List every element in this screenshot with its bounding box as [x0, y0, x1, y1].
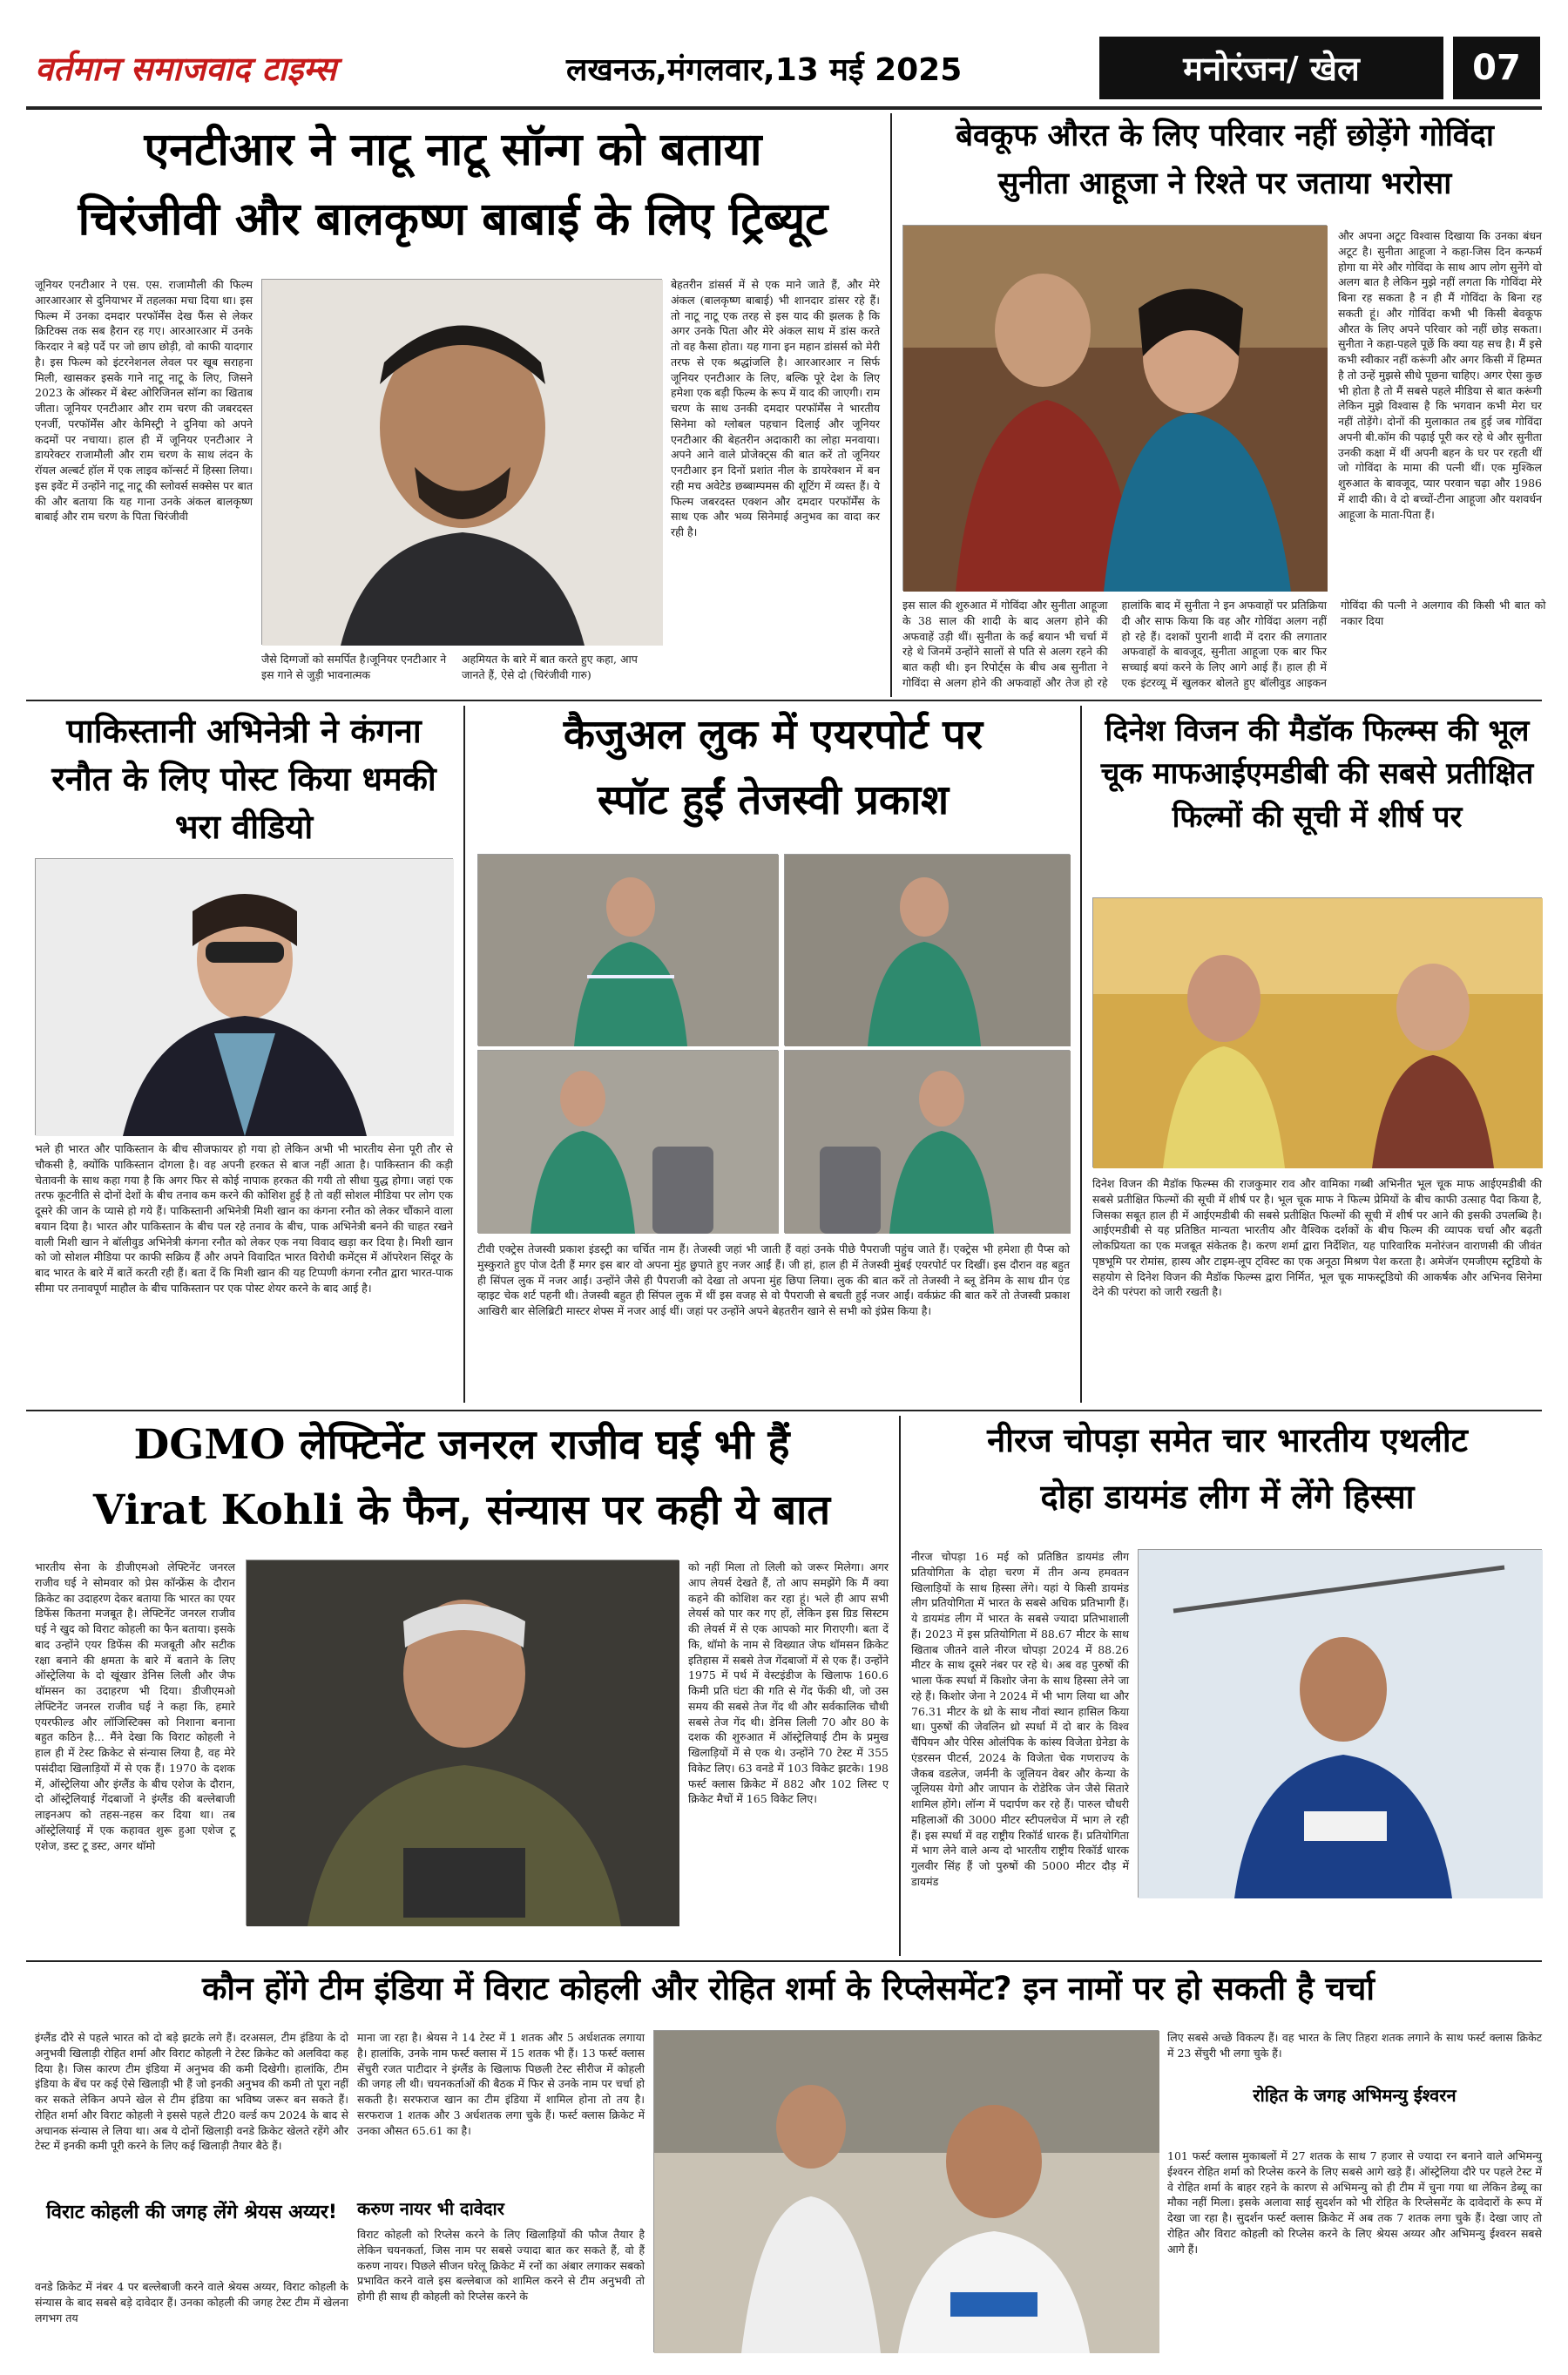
dateline: लखनऊ,मंगलवार,13 मई 2025: [566, 52, 963, 88]
kohli-rohit-headline: कौन होंगे टीम इंडिया में विराट कोहली और रोहित शर्मा के रिप्लेसमेंट? इन नामों पर हो सकती है चर्चा: [201, 1970, 1375, 2007]
divider: [26, 1960, 1542, 1962]
kangana-photo: [35, 858, 453, 1135]
govinda-body-bottom: इस साल की शुरुआत में गोविंदा और सुनीता आहूजा के 38 साल की शादी के बाद अलग होने की अफवाहें उड़ी थीं। सुनीता के कई बयान भी चर्चा में रहे थे जिनमें उन्होंने सालों से पति से अलग रहने की बात कही थी। इन रिपोर्ट्स के बीच अब सुनीता ने गोविंदा से अलग होने की अफवाहों और तेज हो रहे हालांकि बाद में सुनीता ने इन अफवाहों पर प्रतिक्रिया दी और साफ किया कि वह और गोविंदा अलग नहीं हो रहे हैं। दशकों पुरानी शादी में दरार की लगातार अफवाहों के बावजूद, सुनीता आहूजा एक बार फिर सच्चाई बयां करने के लिए आगे आई हैं। हाल ही में एक इंटरव्यू में खुलकर बोलते हुए बॉलीवुड आइकन गोविंदा की पत्नी ने अलगाव की किसी भी बात को नकार दिया: [902, 599, 1546, 689]
ntr-headline-2: चिरंजीवी और बालकृष्ण बाबाई के लिए ट्रिब्यूट: [78, 193, 828, 246]
divider: [1080, 706, 1082, 1403]
subhead-karun: करुण नायर भी दावेदार: [357, 2198, 504, 2219]
imdb-body: दिनेश विजन की मैडॉक फिल्म्स की राजकुमार राव और वामिका गब्बी अभिनीत भूल चूक माफ आईएमडीबी की सबसे प्रतीक्षित फिल्मों की सूची में शीर्ष पर है। भूल चूक माफ ने फिल्म प्रेमियों के बीच काफी उत्साह पैदा किया है, जिसका सबूत हाल ही में आईएमडीबी की सबसे प्रतीक्षित फिल्मों की सूची में शीर्ष पर आने की इसकी उपलब्धि है। आईएमडीबी से यह प्रतिष्ठित मान्यता भारतीय और वैश्विक दर्शकों के बीच फिल्म की व्यापक चर्चा और बढ़ती लोकप्रियता का एक मजबूत संकेतक है। करण शर्मा द्वारा निर्देशित, यह पारिवारिक मनोरंजन वाराणसी की जीवंत पृष्ठभूमि पर रोमांस, हास्य और टाइम-लूप ट्विस्ट का एक अनूठा मिश्रण पेश करता है। अमेजॅन एमजीएम स्टूडियो के सहयोग से दिनेश विजन की मैडॉक फिल्म्स द्वारा निर्मित, भूल चूक माफस्टूडियो की आकर्षक और अभिनव सिनेमा देने की परंपरा को जारी रखती है।: [1092, 1177, 1542, 1299]
ntr-body-mid-tail: अहमियत के बारे में बात करते हुए कहा, आप जानते हैं, ऐसे दो (चिरंजीवी गारु): [462, 653, 638, 681]
kohli-rohit-col1-b: वनडे क्रिकेट में नंबर 4 पर बल्लेबाजी करने वाले श्रेयस अय्यर, विराट कोहली के संन्यास के बाद सबसे बड़े दावेदार हैं। उनका कोहली की जगह टेस्ट टीम में खेलना लगभग तय: [35, 2280, 348, 2324]
divider: [463, 706, 465, 1403]
govinda-photo: [902, 225, 1327, 591]
tejasswi-body: टीवी एक्ट्रेस तेजस्वी प्रकाश इंडस्ट्री का चर्चित नाम हैं। तेजस्वी जहां भी जाती हैं वहां उनके पीछे पैपराजी पहुंच जाते हैं। एक्ट्रेस भी हमेशा ही पैप्स को मुस्कुराते हुए पोज देती हैं मगर इस बार वो अपना मुंह छुपाते हुए नजर आईं हैं। जी हां, हाल ही में तेजस्वी मुंबई एयरपोर्ट पर दिखीं। इस दौरान वह बहुत ही सिंपल लुक में नजर आईं। उन्होंने जैसे ही पैपराजी को देखा तो अपना मुंह छिपा लिया। लुक की बात करें तो तेजस्वी ने ब्लू डेनिम के साथ ग्रीन एंड व्हाइट चेक शर्ट पहनी थी। तेजस्वी बहुत ही सिंपल लुक में थीं इस वजह से वो पैपराजी से बचती हुई नजर आईं। वर्कफ्रंट की बात करें तो तेजस्वी प्रकाश आखिरी बार सेलिब्रिटी मास्टर शेफ्स में नजर आई थीं। जहां पर उन्होंने अपने बेहतरीन खाने से सभी को इंप्रेस किया है।: [477, 1242, 1070, 1317]
imdb-headline: दिनेश विजन की मैडॉक फिल्म्स की भूल चूक माफआईएमडीबी की सबसे प्रतीक्षित फिल्मों की सूची में शीर्ष पर: [1100, 714, 1534, 835]
dgmo-headline-2: Virat Kohli के फैन, संन्यास पर कही ये बात: [92, 1486, 831, 1534]
divider: [26, 1410, 1542, 1411]
tejasswi-photo-2: [784, 854, 1070, 1045]
ntr-headline-1: एनटीआर ने नाटू नाटू सॉन्ग को बताया: [144, 124, 762, 176]
masthead-rule: [26, 106, 1542, 110]
neeraj-body: नीरज चोपड़ा 16 मई को प्रतिष्ठित डायमंड लीग प्रतियोगिता के दोहा चरण में तीन अन्य हमवतन खिलाड़ियों के साथ हिस्सा लेंगे। यहां ये किसी डायमंड लीग प्रतियोगिता में भारत के सबसे अधिक प्रतिभागी हैं। ये डायमंड लीग में भारत के सबसे ज्यादा प्रतिभाशाली हैं। 2023 में इस प्रतियोगिता में 88.67 मीटर के साथ खिताब जीतने वाले नीरज चोपड़ा 2024 में 88.26 मीटर के साथ दूसरे नंबर पर रहे थे। अब वह पुरुषों की भाला फेंक स्पर्धा में किशोर जेना के साथ हिस्सा लेने जा रहे हैं। किशोर जेना ने 2024 में भी भाग लिया था और 76.31 मीटर के थ्रो के साथ नौवां स्थान हासिल किया था। पुरुषों की जेवलिन थ्रो स्पर्धा में दो बार के विश्व चैंपियन और पेरिस ओलंपिक के कांस्य विजेता ग्रेनेडा के एंडरसन पीटर्स, 2024 के विजेता चेक गणराज्य के जैकब वडलेज, जर्मनी के जूलियन वेबर और केन्या के जूलियस येगो और जापान के रोडेरिक जेन जैसे सितारे शामिल होंगे। लॉन्ग में पदार्पण कर रहे हैं। पारुल चौधरी महिलाओं की 3000 मीटर स्टीपलचेज में भाग ले रही हैं। इस स्पर्धा में वह राष्ट्रीय रिकॉर्ड धारक हैं। प्रतियोगिता में भाग लेने वाले अन्य दो भारतीय राष्ट्रीय रिकॉर्ड धारक गुलवीर सिंह हैं जो पुरुषों की 5000 मीटर दौड़ में डायमंड: [911, 1550, 1129, 1888]
imdb-photo: [1092, 897, 1542, 1167]
kangana-headline: पाकिस्तानी अभिनेत्री ने कंगना रनौत के लिए पोस्ट किया धमकी भरा वीडियो: [51, 712, 436, 847]
divider: [26, 700, 1542, 701]
kohli-rohit-col2-a: माना जा रहा है। श्रेयस ने 14 टेस्ट में 1 शतक और 5 अर्धशतक लगाया है। हालांकि, उनके नाम फर्स्ट क्लास में 15 शतक भी हैं। 13 फर्स्ट क्लास सेंचुरी रजत पाटीदार ने इंग्लैंड के खिलाफ पिछली टेस्ट सीरीज में कोहली की जगह ली थी। चयनकर्ताओं की बैठक में फिर से उनके नाम पर चर्चा हो सकती है। सरफराज खान का टीम इंडिया में शामिल होना तो तय है। सरफराज 1 शतक और 3 अर्धशतक लगा चुके हैं। फर्स्ट क्लास क्रिकेट में उनका औसत 65.61 का है।: [357, 2031, 645, 2137]
section-label: मनोरंजन/ खेल: [1099, 37, 1443, 99]
neeraj-photo: [1138, 1549, 1542, 1898]
ntr-body-left: जूनियर एनटीआर ने एस. एस. राजामौली की फिल्म आरआरआर से दुनियाभर में तहलका मचा दिया था। इस फिल्म में उनका दमदार परफॉर्मेंस देख फैंस से लेकर क्रिटिक्स तक सब हैरान रह गए। आरआरआर में उनके किरदार ने बड़े पर्दे पर जो छाप छोड़ी, वो काफी यादगार है। इस फिल्म को इंटरनेशनल लेवल पर खूब सराहना मिली, खासकर इसके गाने नाटू नाटू के लिए, जिसने 2023 के ऑस्कर में बेस्ट ओरिजिनल सॉन्ग का खिताब जीता। जूनियर एनटीआर और राम चरण की जबरदस्त एनर्जी, परफॉर्मेंस और केमिस्ट्री ने दुनिया को अपने कदमों पर नचाया। हाल ही में जूनियर एनटीआर ने डायरेक्टर राजामौली और राम चरण के साथ लंदन के रॉयल अल्बर्ट हॉल में एक लाइव कॉन्सर्ट में हिस्सा लिया। इस इवेंट में उन्होंने नाटू नाटू की स्लोवर्स सक्सेस पर बात की और बताया कि यह गाना उनके अंकल बालकृष्ण बाबाई और राम चरण के पिता चिरंजीवी: [35, 278, 253, 524]
govinda-body-right: और अपना अटूट विश्वास दिखाया कि उनका बंधन अटूट है। सुनीता आहूजा ने कहा-जिस दिन कन्फर्म होगा या मेरे और गोविंदा के साथ आप लोग सुनेंगे वो अलग बात है लेकिन मुझे नहीं लगता कि गोविंदा मेरे बिना रह सकता है न ही मैं गोविंदा के बिना रह सकती हूं। और गोविंदा कभी भी किसी बेवकूफ औरत के लिए अपने परिवार को नहीं छोड़ सकता। सुनीता ने कहा-पहले पूछें कि क्या यह सच है। मैं इसे कभी स्वीकार नहीं करूंगी और अगर किसी में हिम्मत है तो उन्हें मुझसे सीधे पूछना चाहिए। अगर ऐसा कुछ भी होता है तो मैं सबसे पहले मीडिया से बात करूंगी लेकिन मुझे विश्वास है कि भगवान कभी मेरा घर नहीं तोड़ेंगे। दोनों की मुलाकात तब हुई जब गोविंदा अपनी बी.कॉम की पढ़ाई पूरी कर रहे थे और सुनीता उनकी कक्षा में थीं अपनी बहन के घर पर रहती थीं जो गोविंदा के मामा की पत्नी थीं। एक मुश्किल शुरुआत के बावजूद, प्यार परवान चढ़ा और 1986 में शादी की। वे दो बच्चों-टीना आहूजा और यशवर्धन आहूजा के माता-पिता हैं।: [1338, 229, 1542, 521]
tejasswi-photo-1: [477, 854, 778, 1045]
subhead-abhimanyu: रोहित के जगह अभिमन्यु ईश्वरन: [1253, 2085, 1456, 2106]
ntr-body-right: बेहतरीन डांसर्स में से एक माने जाते हैं, और मेरे अंकल (बालकृष्ण बाबाई) भी शानदार डांसर रहे हैं। तो नाटू नाटू एक तरह से इस याद की झलक है कि अगर उनके पिता और मेरे अंकल साथ में डांस करते तो वह कैसा होता। यह गाना इन महान डांसर्स को मेरी तरफ से एक श्रद्धांजलि है। आरआरआर न सिर्फ जूनियर एनटीआर के लिए, बल्कि पूरे देश के लिए हमेशा एक बड़ी फिल्म के रूप में याद की जाएगी। राम चरण के साथ उनकी दमदार परफॉर्मेंस ने भारतीय सिनेमा को ग्लोबल पहचान दिलाई और जूनियर एनटीआर की बेहतरीन अदाकारी का लोहा मनवाया। अपने आने वाले प्रोजेक्ट्स की बात करें तो जूनियर एनटीआर इन दिनों प्रशांत नील के डायरेक्शन में बन रही मच अवेटेड छब्बाम्पमस की शूटिंग में व्यस्त हैं। ये फिल्म जबरदस्त एक्शन और दमदार परफॉर्मेंस के साथ एक और भव्य सिनेमाई अनुभव का वादा कर रही है।: [671, 278, 880, 538]
tejasswi-photo-3: [477, 1050, 778, 1233]
dgmo-headline-1: DGMO लेफ्टिनेंट जनरल राजीव घई भी हैं: [133, 1421, 790, 1469]
tejasswi-photo-4: [784, 1050, 1070, 1233]
kohli-rohit-photo: [653, 2030, 1159, 2352]
paper-name: वर्तमान समाजवाद टाइम्स: [35, 50, 337, 88]
kohli-rohit-col3-a: लिए सबसे अच्छे विकल्प हैं। वह भारत के लिए तिहरा शतक लगाने के साथ फर्स्ट क्लास क्रिकेट में 23 सेंचुरी भी लगा चुके हैं।: [1167, 2031, 1542, 2060]
subhead-shreyas: विराट कोहली की जगह लेंगे श्रेयस अय्यर!: [46, 2202, 337, 2223]
neeraj-headline-2: दोहा डायमंड लीग में लेंगे हिस्सा: [1040, 1478, 1415, 1516]
govinda-headline-2: सुनीता आहूजा ने रिश्ते पर जताया भरोसा: [997, 166, 1452, 201]
tejasswi-headline-2: स्पॉट हुईं तेजस्वी प्रकाश: [597, 776, 950, 824]
kohli-rohit-col2-b: विराट कोहली को रिप्लेस करने के लिए खिलाड़ियों की फौज तैयार है लेकिन चयनकर्ता, जिस नाम पर सबसे ज्यादा बात कर सकते हैं, वो हैं करुण नायर। पिछले सीजन घरेलू क्रिकेट में रनों का अंबार लगाकर सबको प्रभावित करने वाले इस बल्लेबाज को शामिल करने से टीम अनुभवी तो होगी ही साथ ही कोहली को रिप्लेस करने के: [357, 2228, 645, 2303]
dgmo-body-right: को नहीं मिला तो लिली को जरूर मिलेगा। अगर आप लेयर्स देखते हैं, तो आप समझेंगे कि मैं क्या कहने की कोशिश कर रहा हूं। भले ही आप सभी लेयर्स को पार कर गए हों, लेकिन इस ग्रिड सिस्टम की लेयर्स में से एक आपको मार गिराएगी। बता दें कि, थॉमो के नाम से विख्यात जेफ थॉमसन क्रिकेट इतिहास में सबसे तेज गेंदबाजों में से एक हैं। उन्होंने 1975 में पर्थ में वेस्टइंडीज के खिलाफ 160.6 किमी प्रति घंटा की गति से गेंद फेंकी थी, जो उस समय की सबसे तेज गेंद थी और सर्वकालिक चौथी सबसे तेज गेंद थी। डेनिस लिली 70 और 80 के दशक की शुरुआत में ऑस्ट्रेलियाई टीम के प्रमुख खिलाड़ियों में से एक थे। उन्होंने 70 टेस्ट में 355 विकेट लिए। 63 वनडे में 103 विकेट झटके। 198 फर्स्ट क्लास क्रिकेट में 882 और 102 लिस्ट ए क्रिकेट मैचों में 165 विकेट लिए।: [688, 1560, 889, 1806]
ntr-photo-caption: जैसे दिग्गजों को समर्पित है।जूनियर एनटीआर ने इस गाने से जुड़ी भावनात्मक: [261, 653, 447, 681]
kohli-rohit-col1-a: इंग्लैंड दौरे से पहले भारत को दो बड़े झटके लगे हैं। दरअसल, टीम इंडिया के दो अनुभवी खिलाड़ी रोहित शर्मा और विराट कोहली ने टेस्ट क्रिकेट को अलविदा कह दिया है। जिस कारण टीम इंडिया में अनुभव की कमी दिखेगी। हालांकि, टीम इंडिया के बेंच पर कई ऐसे खिलाड़ी भी हैं जो इनकी अनुभव की कमी तो पूरा नहीं कर सकते लेकिन अपने खेल से टीम इंडिया का भविष्य जरूर बन सकते हैं। रोहित शर्मा और विराट कोहली ने इससे पहले टी20 वर्ल्ड कप 2024 के बाद से अचानक संन्यास ले लिया था। अब ये दोनों खिलाड़ी वनडे क्रिकेट खेलते रहेंगे और टेस्ट में इनकी कमी पूरी करने के लिए कई खिलाड़ी तैयार बैठे हैं।: [35, 2031, 348, 2153]
dgmo-photo: [246, 1560, 679, 1925]
page-number: 07: [1453, 37, 1540, 99]
kohli-rohit-col3-b: 101 फर्स्ट क्लास मुकाबलों में 27 शतक के साथ 7 हजार से ज्यादा रन बनाने वाले अभिमन्यु ईश्वरन रोहित शर्मा को रिप्लेस करने के लिए सबसे आगे खड़े हैं। ऑस्ट्रेलिया दौरे पर पहले टेस्ट में वे रोहित शर्मा के बाहर रहने के कारण से अभिमन्यु को ही टीम में चुना गया था लेकिन डेब्यू का मौका नहीं मिला। इसके अलावा साई सुदर्शन को भी रोहित के रिप्लेसमेंट के दावेदारों के रूप में देखा जा रहा है। सुदर्शन फर्स्ट क्लास क्रिकेट में अब तक 7 शतक लगा चुके हैं। देखा जाए तो रोहित और विराट कोहली को रिप्लेस करने के लिए श्रेयस अय्यर और अभिमन्यु ईश्वरन सबसे आगे हैं।: [1167, 2149, 1542, 2256]
govinda-headline-1: बेवकूफ औरत के लिए परिवार नहीं छोड़ेंगे गोविंदा: [956, 118, 1494, 153]
ntr-photo: [261, 279, 662, 645]
tejasswi-headline-1: कैजुअल लुक में एयरपोर्ट पर: [563, 711, 983, 759]
divider: [899, 1416, 901, 1956]
divider: [890, 113, 892, 697]
kangana-body: भले ही भारत और पाकिस्तान के बीच सीजफायर हो गया हो लेकिन अभी भी भारतीय सेना पूरी तौर से चौकसी है, क्योंकि पाकिस्तान दोगला है। वह अपनी हरकत से बाज नहीं आता है। पाकिस्तान की कड़ी चेतावनी के साथ कहा गया है कि अगर फिर से कोई नापाक हरकत की गयी तो सीधा युद्ध होगा। जहां एक तरफ कूटनीति से दोनों देशों के बीच तनाव कम करने की कोशिश हुई है तो वहीं सोशल मीडिया पर लोग एक दूसरे की जान के प्यासे हो गये हैं। पाकिस्तानी अभिनेत्री मिशी खान का कंगना रनौत को लेकर चौंकाने वाला बयान दिया है। भारत और पाकिस्तान के बीच पल रहे तनाव के बीच, पाक अभिनेत्री बनने की चाहत रखने वाली मिशी खान ने बॉलीवुड अभिनेत्री कंगना रनौत को लेकर एक नया विवाद खड़ा कर दिया है। मिशी खान को जो सोशल मीडिया पर काफी सक्रिय हैं और अपने विवादित भारत विरोधी कमेंट्स में ऑपरेशन सिंदूर के बाद भारत के बारे में बातें करती रही हैं। बता दें कि मिशी खान की यह टिप्पणी कंगना रनौत द्वारा भारत-पाक सीमा पर तनावपूर्ण माहौल के बीच पाकिस्तान पर एक पोस्ट शेयर करने के बाद आई है।: [35, 1142, 453, 1295]
dgmo-body-left: भारतीय सेना के डीजीएमओ लेफ्टिनेंट जनरल राजीव घई ने सोमवार को प्रेस कॉन्फ्रेंस के दौरान क्रिकेट का उदाहरण देकर बताया कि भारत का एयर डिफेंस कितना मजबूत है। लेफ्टिनेंट जनरल राजीव घई ने खुद को विराट कोहली का फैन बताया। इसके बाद उन्होंने एयर डिफेंस की मजबूती और सटीक रक्षा बनाने की क्षमता के बारे में बताने के लिए ऑस्ट्रेलिया के दो खूंखार डेनिस लिली और जैफ थॉमसन का उदाहरण भी दिया। डीजीएमओ लेफ्टिनेंट जनरल राजीव घई ने कहा कि, हमारे एयरफील्ड और लॉजिस्टिक्स को निशाना बनाना बहुत कठिन है... मैंने देखा कि विराट कोहली ने हाल ही में टेस्ट क्रिकेट से संन्यास लिया है, वह मेरे पसंदीदा खिलाड़ियों में से एक हैं। 1970 के दशक में, ऑस्ट्रेलिया और इंग्लैंड के बीच एशेज के दौरान, दो ऑस्ट्रेलियाई गेंदबाजों ने इंग्लैंड की बल्लेबाजी लाइनअप को तहस-नहस कर दिया था। तब ऑस्ट्रेलियाई में एक कहावत शुरू हुआ एशेज टू एशेज, डस्ट टू डस्ट, अगर थॉमो: [35, 1560, 235, 1852]
neeraj-headline-1: नीरज चोपड़ा समेत चार भारतीय एथलीट: [987, 1421, 1468, 1459]
